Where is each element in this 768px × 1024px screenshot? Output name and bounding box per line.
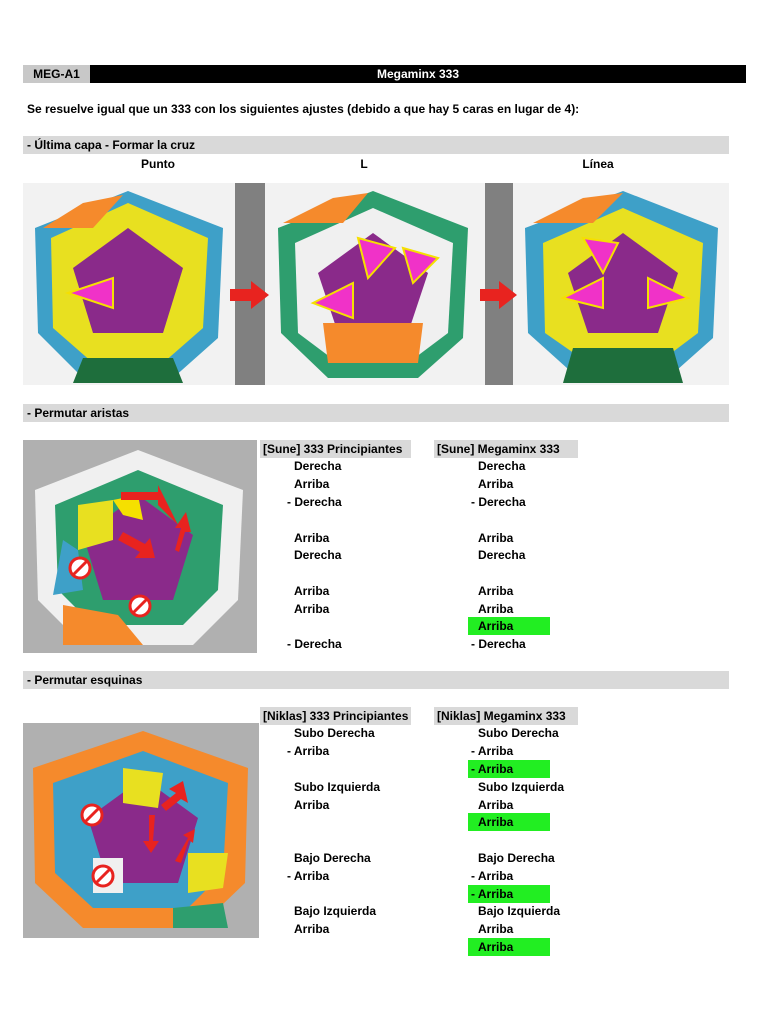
move-step: - Arriba	[471, 744, 514, 758]
move-step: Arriba	[294, 477, 330, 491]
intro-text: Se resuelve igual que un 333 con los siguientes ajustes (debido a que hay 5 caras en lugar de 4):	[27, 102, 580, 116]
move-step-added: Arriba	[468, 617, 550, 635]
no-entry-icon	[70, 558, 90, 578]
move-step: Bajo Derecha	[294, 851, 371, 865]
move-step-added: Arriba	[468, 813, 550, 831]
sune-beginner-heading: [Sune] 333 Principiantes	[260, 440, 411, 458]
move-step: Arriba	[294, 922, 330, 936]
move-step-added: - Arriba	[468, 760, 550, 778]
move-step: Bajo Derecha	[478, 851, 555, 865]
document-code: MEG-A1	[23, 65, 90, 83]
move-step: Arriba	[478, 602, 514, 616]
move-step: - Derecha	[471, 495, 526, 509]
move-step: Bajo Izquierda	[478, 904, 561, 918]
move-step: Arriba	[478, 477, 514, 491]
move-step: - Arriba	[471, 869, 514, 883]
no-entry-icon	[130, 596, 150, 616]
move-step: - Derecha	[287, 637, 342, 651]
move-step: Subo Derecha	[478, 726, 559, 740]
move-step: Bajo Izquierda	[294, 904, 377, 918]
label-l: L	[360, 157, 368, 171]
no-entry-icon	[82, 805, 102, 825]
move-step: Arriba	[478, 531, 514, 545]
move-step: Arriba	[294, 584, 330, 598]
label-linea: Línea	[582, 157, 614, 171]
move-step-added: Arriba	[468, 938, 550, 956]
move-step: Arriba	[478, 584, 514, 598]
move-step: Derecha	[478, 459, 526, 473]
move-step: Subo Izquierda	[478, 780, 565, 794]
edges-photo	[23, 440, 257, 653]
megaminx-photo-punto	[35, 191, 223, 383]
move-step: Derecha	[294, 548, 342, 562]
section-cross-heading: - Última capa - Formar la cruz	[23, 136, 729, 154]
section-edges-heading: - Permutar aristas	[23, 404, 729, 422]
megaminx-photo-l	[278, 191, 468, 378]
move-step: Arriba	[294, 531, 330, 545]
move-step: Arriba	[294, 798, 330, 812]
move-step: - Arriba	[287, 869, 330, 883]
move-step: Arriba	[294, 602, 330, 616]
move-step: - Derecha	[471, 637, 526, 651]
document-title: Megaminx 333	[90, 65, 746, 83]
move-step-added: - Arriba	[468, 885, 550, 903]
move-step: Arriba	[478, 922, 514, 936]
move-step: Derecha	[478, 548, 526, 562]
niklas-megaminx-heading: [Niklas] Megaminx 333	[434, 707, 578, 725]
corners-photo	[23, 723, 259, 938]
move-step: Derecha	[294, 459, 342, 473]
sune-megaminx-heading: [Sune] Megaminx 333	[434, 440, 578, 458]
move-step: - Derecha	[287, 495, 342, 509]
niklas-beginner-heading: [Niklas] 333 Principiantes	[260, 707, 411, 725]
megaminx-photo-linea	[525, 191, 718, 383]
move-step: - Arriba	[287, 744, 330, 758]
label-punto: Punto	[141, 157, 175, 171]
move-step: Arriba	[478, 798, 514, 812]
no-entry-icon	[93, 866, 113, 886]
cross-photos	[23, 183, 729, 385]
move-step: Subo Derecha	[294, 726, 375, 740]
move-step: Subo Izquierda	[294, 780, 381, 794]
section-corners-heading: - Permutar esquinas	[23, 671, 729, 689]
